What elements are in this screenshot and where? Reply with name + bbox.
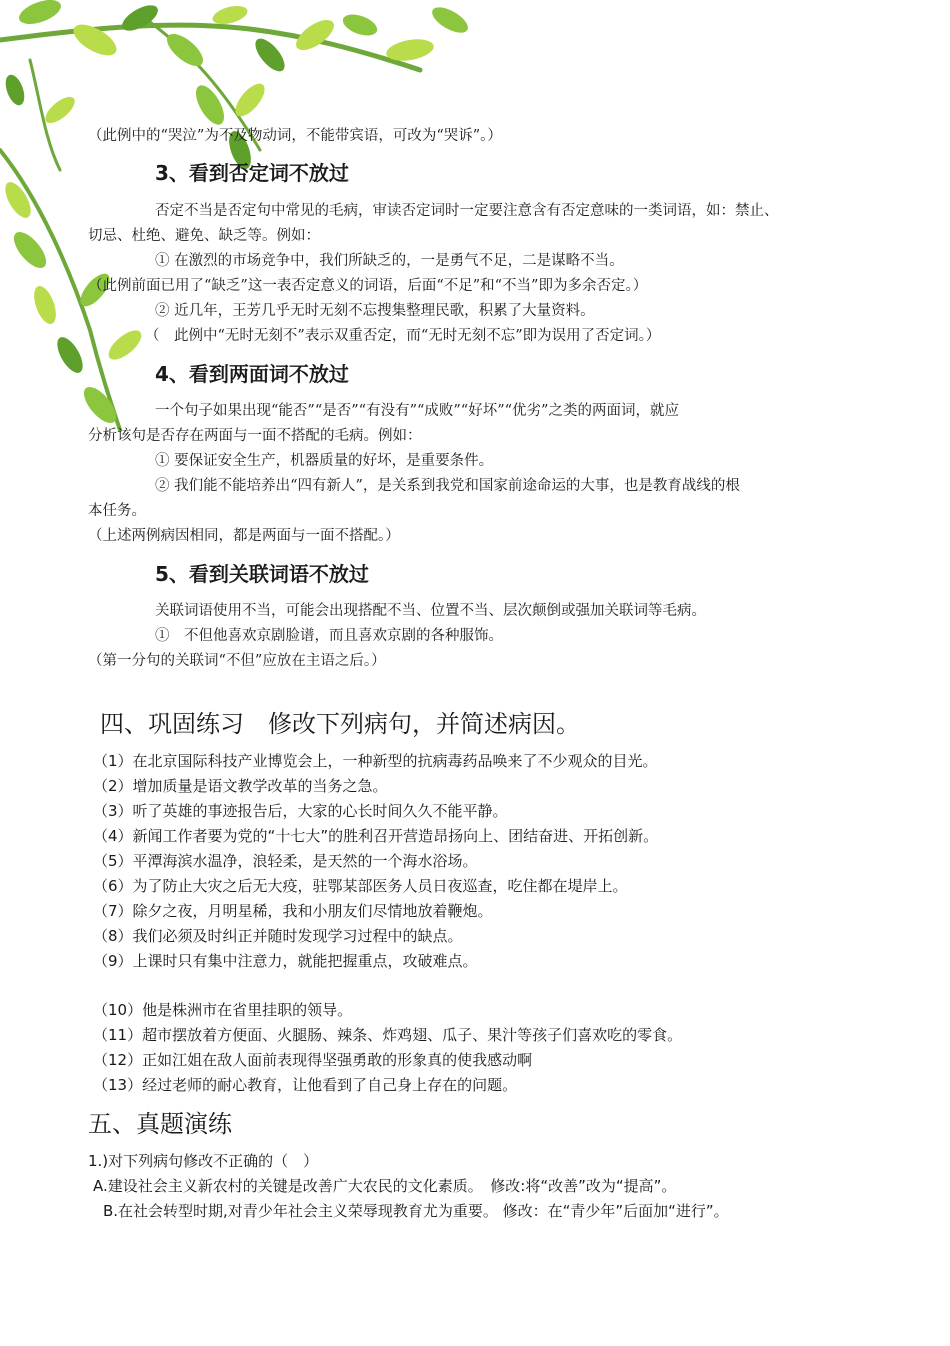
- example-note: （上述两例病因相同，都是两面与一面不搭配。）: [88, 528, 400, 544]
- paragraph: 关联词语使用不当，可能会出现搭配不当、位置不当、层次颠倒或强加关联词等毛病。: [155, 603, 706, 619]
- list-item: （7）除夕之夜，月明星稀，我和小朋友们尽情地放着鞭炮。: [93, 902, 493, 920]
- option-a: A.建设社会主义新农村的关键是改善广大农民的文化素质。 修改:将“改善”改为“提高”。: [93, 1177, 677, 1195]
- paragraph: 切忌、杜绝、避免、缺乏等。例如：: [88, 228, 320, 244]
- example-note: （此例前面已用了“缺乏”这一表否定意义的词语，后面“不足”和“不当”即为多余否定。）: [88, 278, 648, 294]
- list-item: （5）平潭海滨水温净，浪轻柔，是天然的一个海水浴场。: [93, 852, 478, 870]
- list-item: （6）为了防止大灾之后无大疫，驻鄂某部医务人员日夜巡查，吃住都在堤岸上。: [93, 877, 628, 895]
- option-b: B.在社会转型时期,对青少年社会主义荣辱现教育尤为重要。 修改：在“青少年”后面加“进行”。: [103, 1202, 729, 1220]
- heading-two-sided-words: 4、看到两面词不放过: [155, 362, 349, 386]
- example-sentence: ② 近几年，王芳几乎无时无刻不忘搜集整理民歌，积累了大量资料。: [155, 303, 595, 319]
- example-sentence: 本任务。: [88, 503, 146, 519]
- list-item: （8）我们必须及时纠正并随时发现学习过程中的缺点。: [93, 927, 463, 945]
- example-sentence: ① 要保证安全生产，机器质量的好坏，是重要条件。: [155, 453, 494, 469]
- paragraph: 一个句子如果出现“能否”“是否”“有没有”“成败”“好坏”“优劣”之类的两面词，就应: [155, 403, 679, 419]
- list-item: （3）听了英雄的事迹报告后，大家的心长时间久久不能平静。: [93, 802, 508, 820]
- list-item: （12）正如江姐在敌人面前表现得坚强勇敢的形象真的使我感动啊: [93, 1051, 533, 1069]
- example-note: （此例中的“哭泣”为不及物动词，不能带宾语，可改为“哭诉”。）: [88, 128, 502, 144]
- list-item: （1）在北京国际科技产业博览会上，一种新型的抗病毒药品唤来了不少观众的目光。: [93, 752, 658, 770]
- example-note: （ 此例中“无时无刻不”表示双重否定，而“无时无刻不忘”即为误用了否定词。）: [145, 328, 661, 344]
- list-item: （2）增加质量是语文教学改革的当务之急。: [93, 777, 388, 795]
- list-item: （4）新闻工作者要为党的“十七大”的胜利召开营造昂扬向上、团结奋进、开拓创新。: [93, 827, 659, 845]
- list-item: （9）上课时只有集中注意力，就能把握重点，攻破难点。: [93, 952, 478, 970]
- list-item: （13）经过老师的耐心教育，让他看到了自己身上存在的问题。: [93, 1076, 518, 1094]
- list-item: （10）他是株洲市在省里挂职的领导。: [93, 1001, 353, 1019]
- list-item: （11）超市摆放着方便面、火腿肠、辣条、炸鸡翅、瓜子、果汁等孩子们喜欢吃的零食。: [93, 1026, 683, 1044]
- example-sentence: ② 我们能不能培养出“四有新人”，是关系到我党和国家前途命运的大事，也是教育战线的根: [155, 478, 740, 494]
- section-title-exam: 五、真题演练: [88, 1110, 232, 1138]
- example-sentence: ① 不但他喜欢京剧脸谱，而且喜欢京剧的各种服饰。: [155, 628, 503, 644]
- example-note: （第一分句的关联词“不但”应放在主语之后。）: [88, 653, 386, 669]
- heading-conjunctions: 5、看到关联词语不放过: [155, 562, 369, 586]
- section-title-practice: 四、巩固练习 修改下列病句，并简述病因。: [100, 710, 580, 738]
- heading-negation: 3、看到否定词不放过: [155, 161, 349, 185]
- question: 1.)对下列病句修改不正确的（ ）: [88, 1152, 319, 1170]
- paragraph: 分析该句是否存在两面与一面不搭配的毛病。例如：: [88, 428, 422, 444]
- paragraph: 否定不当是否定句中常见的毛病，审读否定词时一定要注意含有否定意味的一类词语，如：禁止、: [155, 203, 779, 219]
- example-sentence: ① 在激烈的市场竞争中，我们所缺乏的，一是勇气不足，二是谋略不当。: [155, 253, 624, 269]
